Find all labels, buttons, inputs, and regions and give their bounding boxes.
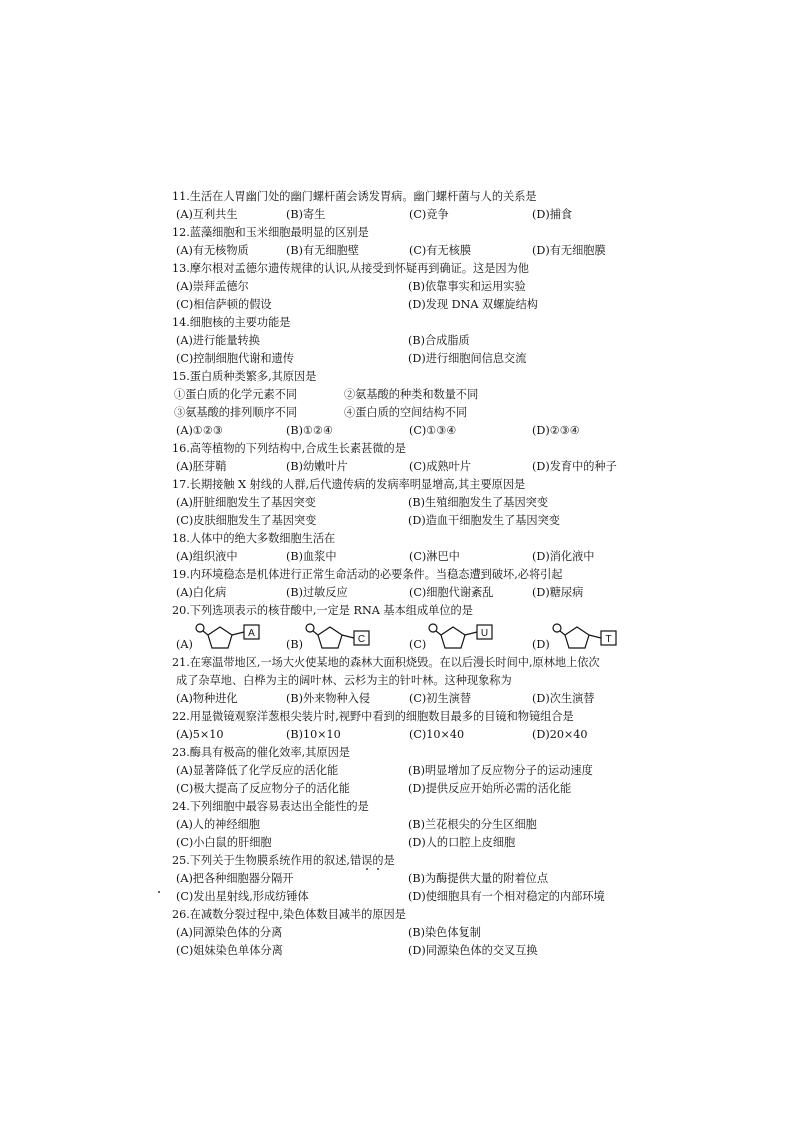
question-stem: 21.在寒温带地区,一场大火使某地的森林大面积烧毁。在以后漫长时间中,原林地上依次 xyxy=(172,656,600,669)
option-c: (C)有无核膜 xyxy=(409,244,472,257)
question-stem: 11.生活在人胃幽门处的幽门螺杆菌会诱发胃病。幽门螺杆菌与人的关系是 xyxy=(172,190,537,203)
option-b: (B)寄生 xyxy=(286,208,326,221)
option-c: (C)成熟叶片 xyxy=(409,460,472,473)
statement-1: ①蛋白质的化学元素不同 xyxy=(174,388,298,401)
question-stem: 19.内环境稳态是机体进行正常生命活动的必要条件。当稳态遭到破坏,必将引起 xyxy=(172,568,563,581)
question-stem: 20.下列选项表示的核苷酸中,一定是 RNA 基本组成单位的是 xyxy=(172,604,473,617)
question-25 xyxy=(172,852,667,906)
scan-speck xyxy=(366,868,368,870)
question-stem: 24.下列细胞中最容易表达出全能性的是 xyxy=(172,800,369,813)
option-d: (D)捕食 xyxy=(532,208,573,221)
option-a: (A)显著降低了化学反应的活化能 xyxy=(176,764,339,777)
options-row xyxy=(172,870,667,888)
option-b: (B)为酶提供大量的附着位点 xyxy=(408,872,549,885)
question-stem: 14.细胞核的主要功能是 xyxy=(172,316,291,329)
option-d: (D)20×40 xyxy=(532,728,588,741)
question-13 xyxy=(172,260,667,314)
options-row xyxy=(172,584,667,602)
question-stem: 18.人体中的绝大多数细胞生活在 xyxy=(172,532,336,545)
option-a: (A)物种进化 xyxy=(176,692,238,705)
question-stem-continued: 成了杂草地、白桦为主的阔叶林、云杉为主的针叶林。这种现象称为 xyxy=(176,674,512,687)
statements-row xyxy=(172,386,667,404)
option-d: (D)使细胞具有一个相对稳定的内部环境 xyxy=(408,890,605,903)
question-stem: 23.酶具有极高的催化效率,其原因是 xyxy=(172,746,350,759)
question-stem: 25.下列关于生物膜系统作用的叙述,错误的是 xyxy=(172,854,395,867)
options-row xyxy=(172,278,667,296)
question-12 xyxy=(172,224,667,260)
options-row xyxy=(172,924,667,942)
nucleotide-option-b xyxy=(286,622,409,652)
options-row xyxy=(172,726,667,744)
option-b: (B)明显增加了反应物分子的运动速度 xyxy=(408,764,593,777)
option-a: (A)胚芽鞘 xyxy=(176,460,227,473)
option-b: (B)幼嫩叶片 xyxy=(286,460,348,473)
question-20 xyxy=(172,602,667,654)
options-row xyxy=(172,888,667,906)
option-a: (A)崇拜孟德尔 xyxy=(176,280,249,293)
scan-speck xyxy=(377,868,379,870)
question-stem: 17.长期接触 X 射线的人群,后代遗传病的发病率明显增高,其主要原因是 xyxy=(172,478,526,491)
option-label: (A) xyxy=(176,638,193,651)
options-row xyxy=(172,206,667,224)
option-label: (C) xyxy=(409,638,427,651)
option-b: (B)①②④ xyxy=(286,424,334,437)
option-label: (D) xyxy=(532,638,550,651)
options-row xyxy=(172,332,667,350)
option-b: (B)过敏反应 xyxy=(286,586,348,599)
option-d: (D)发育中的种子 xyxy=(532,460,617,473)
nucleotide-options-row xyxy=(172,620,667,654)
question-list xyxy=(172,188,667,960)
nucleotide-diagram xyxy=(194,622,272,652)
option-c: (C)皮肤细胞发生了基因突变 xyxy=(176,514,317,527)
question-16 xyxy=(172,440,667,476)
option-a: (A)白化病 xyxy=(176,586,227,599)
option-c: (C)细胞代谢紊乱 xyxy=(409,586,494,599)
options-row xyxy=(172,296,667,314)
nucleotide-diagram xyxy=(304,622,382,652)
option-d: (D)有无细胞膜 xyxy=(532,244,606,257)
option-c: (C)发出星射线,形成纺锤体 xyxy=(176,890,309,903)
option-c: (C)10×40 xyxy=(409,728,465,741)
option-d: (D)发现 DNA 双螺旋结构 xyxy=(408,298,538,311)
options-row xyxy=(172,780,667,798)
option-a: (A)进行能量转换 xyxy=(176,334,260,347)
nucleotide-option-a xyxy=(176,622,286,652)
nucleotide-diagram xyxy=(551,622,629,652)
option-b: (B)依靠事实和运用实验 xyxy=(408,280,526,293)
nucleotide-option-d xyxy=(532,622,629,652)
question-26 xyxy=(172,906,667,960)
option-b: (B)染色体复制 xyxy=(408,926,481,939)
option-label: (B) xyxy=(286,638,303,651)
option-b: (B)10×10 xyxy=(286,728,341,741)
option-d: (D)提供反应开始所必需的活化能 xyxy=(408,782,572,795)
option-d: (D)②③④ xyxy=(532,424,580,437)
question-22 xyxy=(172,708,667,744)
options-row xyxy=(172,762,667,780)
question-stem: 16.高等植物的下列结构中,合成生长素甚微的是 xyxy=(172,442,406,455)
option-a: (A)①②③ xyxy=(176,424,223,437)
option-a: (A)人的神经细胞 xyxy=(176,818,260,831)
question-stem: 13.摩尔根对孟德尔遗传规律的认识,从接受到怀疑再到确证。这是因为他 xyxy=(172,262,529,275)
nucleotide-option-c xyxy=(409,622,532,652)
option-d: (D)造血干细胞发生了基因突变 xyxy=(408,514,560,527)
option-c: (C)姐妹染色单体分离 xyxy=(176,944,283,957)
option-a: (A)同源染色体的分离 xyxy=(176,926,283,939)
options-row xyxy=(172,690,667,708)
question-19 xyxy=(172,566,667,602)
option-a: (A)把各种细胞器分隔开 xyxy=(176,872,294,885)
option-b: (B)兰花根尖的分生区细胞 xyxy=(408,818,537,831)
question-18 xyxy=(172,530,667,566)
option-c: (C)竞争 xyxy=(409,208,449,221)
base-letter: A xyxy=(247,628,255,639)
options-row xyxy=(172,242,667,260)
nucleotide-diagram xyxy=(427,622,505,652)
statements-row xyxy=(172,404,667,422)
option-a: (A)有无核物质 xyxy=(176,244,249,257)
option-b: (B)合成脂质 xyxy=(408,334,470,347)
question-stem: 26.在减数分裂过程中,染色体数目减半的原因是 xyxy=(172,908,406,921)
option-a: (A)肝脏细胞发生了基因突变 xyxy=(176,496,316,509)
option-c: (C)控制细胞代谢和遗传 xyxy=(176,352,294,365)
base-letter: U xyxy=(481,628,489,639)
option-b: (B)血浆中 xyxy=(286,550,337,563)
option-d: (D)同源染色体的交叉互换 xyxy=(408,944,538,957)
question-23 xyxy=(172,744,667,798)
option-a: (A)5×10 xyxy=(176,728,224,741)
option-a: (A)组织液中 xyxy=(176,550,238,563)
options-row xyxy=(172,350,667,368)
question-stem: 15.蛋白质种类繁多,其原因是 xyxy=(172,370,317,383)
statement-3: ③氨基酸的排列顺序不同 xyxy=(174,406,298,419)
question-stem: 22.用显微镜观察洋葱根尖装片时,视野中看到的细胞数目最多的目镜和物镜组合是 xyxy=(172,710,574,723)
option-c: (C)极大提高了反应物分子的活化能 xyxy=(176,782,350,795)
option-d: (D)人的口腔上皮细胞 xyxy=(408,836,516,849)
option-d: (D)消化液中 xyxy=(532,550,595,563)
statement-2: ②氨基酸的种类和数量不同 xyxy=(344,388,479,401)
option-d: (D)进行细胞间信息交流 xyxy=(408,352,527,365)
base-letter: T xyxy=(605,634,612,645)
options-row xyxy=(172,494,667,512)
option-b: (B)外来物种入侵 xyxy=(286,692,371,705)
options-row xyxy=(172,548,667,566)
statement-4: ④蛋白质的空间结构不同 xyxy=(344,406,468,419)
question-21 xyxy=(172,654,667,708)
question-24 xyxy=(172,798,667,852)
option-b: (B)有无细胞壁 xyxy=(286,244,359,257)
options-row xyxy=(172,458,667,476)
options-row xyxy=(172,816,667,834)
option-d: (D)糖尿病 xyxy=(532,586,584,599)
option-c: (C)小白鼠的肝细胞 xyxy=(176,836,272,849)
question-stem: 12.蓝藻细胞和玉米细胞最明显的区别是 xyxy=(172,226,369,239)
scan-speck xyxy=(158,891,160,893)
question-14 xyxy=(172,314,667,368)
option-b: (B)生殖细胞发生了基因突变 xyxy=(408,496,549,509)
question-15 xyxy=(172,368,667,440)
question-11 xyxy=(172,188,667,224)
option-c: (C)初生演替 xyxy=(409,692,472,705)
base-letter: C xyxy=(357,634,366,645)
options-row xyxy=(172,834,667,852)
option-c: (C)相信萨顿的假设 xyxy=(176,298,272,311)
option-d: (D)次生演替 xyxy=(532,692,595,705)
question-17 xyxy=(172,476,667,530)
options-row xyxy=(172,512,667,530)
options-row xyxy=(172,422,667,440)
option-c: (C)淋巴中 xyxy=(409,550,460,563)
option-c: (C)①③④ xyxy=(409,424,457,437)
options-row xyxy=(172,942,667,960)
option-a: (A)互利共生 xyxy=(176,208,238,221)
